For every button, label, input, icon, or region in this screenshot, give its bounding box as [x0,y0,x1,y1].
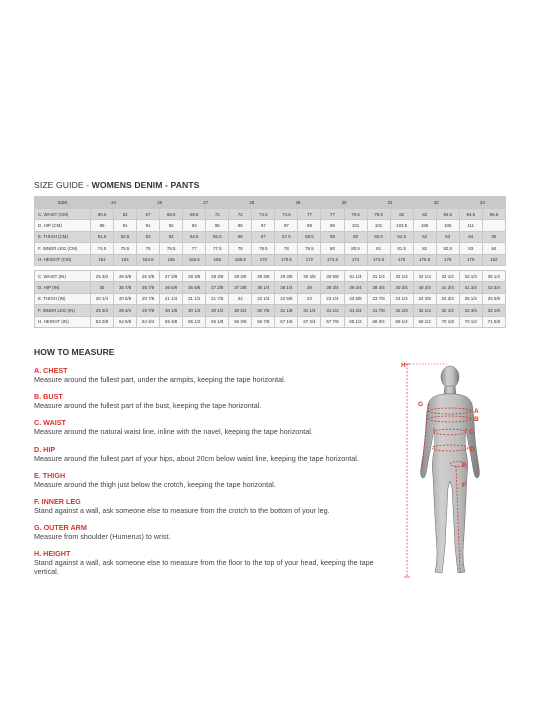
table-cell: 24 1/4 [390,293,413,304]
table-cell: 35 7/8 [114,282,137,293]
step-description: Stand against a wall, ask someone else to measure from the crotch to the bottom of your leg. [34,505,330,515]
table-cell: 97 [252,220,275,231]
table-cell: 39 3/4 [344,282,367,293]
table-cell: 29 3/8 [252,270,275,281]
table-cell: 36 5/8 [183,282,206,293]
table-cell: 84.5 [459,209,482,220]
table-cell: 68 1/2 [344,316,367,327]
table-cell: 64 [459,231,482,242]
table-cell: 170 [252,254,275,265]
table-cell: 43 3/4 [482,282,505,293]
table-cell: 28 3/8 [183,270,206,281]
table-cell: 39 [298,282,321,293]
table-cell: 31 7/8 [367,305,390,316]
size-header-label: SIZE [35,197,91,209]
table-cell: 67 [137,209,160,220]
table-cell: 67 3/4 [298,316,321,327]
table-cell: 66 7/8 [252,316,275,327]
table-cell: 82.5 [436,243,459,254]
table-cell: 56 [229,231,252,242]
table-cell: 66 1/8 [206,316,229,327]
table-cell: 20 5/8 [114,293,137,304]
table-cell: 74.5 [275,209,298,220]
table-cell: 81 [367,243,390,254]
table-row [35,209,506,220]
body-silhouette [421,366,480,573]
row-label: H. HEIGHT (CM) [35,254,91,265]
row-label: F. INNER LEG (CM) [35,243,91,254]
measure-step [34,549,394,576]
page-title [34,180,199,190]
table-row [35,305,506,316]
table-cell: 60.5 [91,209,114,220]
table-cell: 67 1/8 [275,316,298,327]
table-cell: 23 [298,293,321,304]
table-cell: 176.5 [413,254,436,265]
table-cell: 32 1/4 [413,305,436,316]
table-cell: 69.5 [183,209,206,220]
size-header-cell: 27 [183,197,229,209]
step-title: H. HEIGHT [34,549,71,559]
label-d: D [470,446,475,453]
step-description: Measure from shoulder (Humerus) to wrist. [34,532,171,542]
size-table-body [35,209,506,328]
table-cell: 106 [436,220,459,231]
label-f: F [462,482,466,489]
table-cell: 82 [413,243,436,254]
table-row [35,220,506,231]
table-cell: 61.5 [390,231,413,242]
step-title: A. CHEST [34,366,68,375]
how-to-measure-title: HOW TO MEASURE [34,347,115,357]
table-cell: 81.5 [390,243,413,254]
step-description: Stand against a wall, ask someone else to measure from the floor to the top of your head, keeping the tape vertical. [34,558,374,577]
measure-step [34,418,394,436]
table-cell: 79.5 [367,209,390,220]
table-cell: 77 [183,243,206,254]
table-cell: 78 [275,243,298,254]
table-cell: 31 3/4 [344,305,367,316]
table-cell: 89 [91,220,114,231]
table-cell: 38 1/4 [252,282,275,293]
table-cell: 176 [390,254,413,265]
table-cell: 74.5 [252,209,275,220]
table-row [35,231,506,242]
table-cell: 59 [321,231,344,242]
table-cell: 65 3/8 [160,316,183,327]
table-cell: 54.5 [183,231,206,242]
table-cell: 29 3/8 [229,270,252,281]
table-cell: 30 7/8 [252,305,275,316]
table-cell: 66 3/8 [229,316,252,327]
table-cell: 72 [206,209,229,220]
measure-step [34,392,394,410]
table-cell: 99 [321,220,344,231]
label-h: H [401,362,406,369]
table-cell: 37 3/8 [229,282,252,293]
table-cell: 166 [160,254,183,265]
table-cell: 40 3/4 [390,282,413,293]
size-header-cell: 34 [459,197,505,209]
table-cell: 21 7/8 [206,293,229,304]
table-cell: 70 1/8 [436,316,459,327]
step-description: Measure around the thigh just below the crotch, keeping the tape horizontal. [34,479,276,489]
table-cell: 26 3/8 [137,270,160,281]
table-cell: 39 3/4 [321,282,344,293]
table-cell: 60.5 [367,231,390,242]
table-cell: 32 1/4 [390,270,413,281]
step-description: Measure around the fullest part of your hips, about 20cm below waist line, keeping the tape horizontal. [34,453,359,463]
row-label: H. HEIGHT (IN) [35,316,91,327]
table-cell: 103.5 [390,220,413,231]
measure-step [34,471,394,489]
table-cell: 20 1/4 [91,293,114,304]
table-cell: 30 3/8 [298,270,321,281]
table-cell: 63 [436,231,459,242]
row-label: F. INNER LEG (IN) [35,305,91,316]
table-cell: 69 1/2 [413,316,436,327]
table-cell: 25 5/8 [482,293,505,304]
table-cell: 21 1/2 [183,293,206,304]
table-cell: 24 3/8 [413,293,436,304]
table-cell: 29 3/4 [91,305,114,316]
table-cell: 29 3/4 [114,305,137,316]
table-cell: 82 [390,209,413,220]
table-cell: 84 [482,243,505,254]
step-title: G. OUTER ARM [34,523,87,533]
table-cell: 161 [91,254,114,265]
table-row [35,282,506,293]
measure-step [34,497,394,515]
table-cell: 25 3/4 [91,270,114,281]
table-cell: 178 [436,254,459,265]
table-cell: 82 [413,209,436,220]
table-cell: 78.5 [252,243,275,254]
table-cell: 31 1/2 [321,305,344,316]
table-cell: 21 1/4 [160,293,183,304]
table-cell: 29 3/8 [275,270,298,281]
table-cell: 41 3/4 [459,282,482,293]
table-cell: 91 [137,220,160,231]
table-cell: 25 5/8 [114,270,137,281]
title-prefix: SIZE GUIDE - [34,180,92,190]
body-figure [390,356,510,582]
table-cell: 76.5 [160,243,183,254]
step-title: B. BUST [34,392,63,402]
table-cell: 31 1/4 [367,270,390,281]
table-cell: 168 [206,254,229,265]
table-cell: 164.5 [137,254,160,265]
table-cell: 27 3/8 [160,270,183,281]
table-row [35,293,506,304]
table-cell: 23 5/8 [344,293,367,304]
table-cell: 28 3/8 [206,270,229,281]
table-cell: 38 1/4 [275,282,298,293]
table-cell: 172 [298,254,321,265]
table-cell: 36 5/8 [160,282,183,293]
table-cell: 68.5 [160,209,183,220]
table-cell: 84.5 [436,209,459,220]
table-row [35,270,506,281]
table-cell: 65 [482,231,505,242]
step-description: Measure around the natural waist line, inline with the navel, keeping the tape horizontal. [34,427,313,437]
table-cell: 57 [252,231,275,242]
step-title: F. INNER LEG [34,496,81,506]
label-e: E [462,462,467,469]
table-cell: 35 7/8 [137,282,160,293]
table-cell: 77 [298,209,321,220]
step-title: C. WAIST [34,418,66,428]
table-cell: 54 [160,231,183,242]
size-header-cell: 28 [229,197,275,209]
row-label: E. THIGH (CM) [35,231,91,242]
table-cell: 22 [229,293,252,304]
title-main: WOMENS DENIM - PANTS [91,180,200,190]
table-cell: 168.5 [229,254,252,265]
table-cell: 33 1/8 [482,305,505,316]
measure-step [34,445,394,463]
row-label: C. WAIST (CM) [35,209,91,220]
table-cell: 166.5 [183,254,206,265]
table-cell: 95 [206,220,229,231]
table-row [35,243,506,254]
table-cell: 39 3/4 [367,282,390,293]
table-cell: 22 5/8 [275,293,298,304]
table-cell: 29 7/8 [137,305,160,316]
table-cell: 32 1/4 [413,270,436,281]
table-cell: 79.5 [344,209,367,220]
table-cell: 35 1/4 [482,270,505,281]
table-cell: 35 [91,282,114,293]
step-title: D. HIP [34,444,56,454]
row-label: E. THIGH (IN) [35,293,91,304]
size-header-cell: 29 [275,197,321,209]
table-cell: 32 3/4 [459,305,482,316]
step-description: Measure around the fullest part of the bust, keeping the tape horizontal. [34,401,262,411]
table-cell: 77.5 [206,243,229,254]
table-cell: 64 5/8 [114,316,137,327]
table-cell: 64 3/4 [137,316,160,327]
table-cell: 23 1/4 [321,293,344,304]
table-cell [482,220,505,231]
table-cell: 25 1/4 [459,293,482,304]
table-cell: 55.5 [206,231,229,242]
table-cell: 74.5 [91,243,114,254]
table-cell: 62 [114,209,137,220]
table-cell: 60 [344,231,367,242]
table-cell: 30 5/8 [321,270,344,281]
table-cell: 30 1/2 [206,305,229,316]
table-cell: 182 [482,254,505,265]
table-cell: 164 [114,254,137,265]
table-row [35,254,506,265]
table-cell: 174 [344,254,367,265]
table-cell: 170.5 [275,254,298,265]
measure-step [34,366,394,384]
table-cell: 65 1/2 [183,316,206,327]
row-label: D. HIP (IN) [35,282,91,293]
table-cell: 53 [137,231,160,242]
row-label: D. HIP (CM) [35,220,91,231]
table-cell: 77 [321,209,344,220]
table-cell: 30 1/4 [183,305,206,316]
size-table [34,196,506,328]
measure-step [34,523,394,541]
table-cell: 31 1/4 [344,270,367,281]
table-cell: 30 1/8 [160,305,183,316]
table-cell: 83 [459,243,482,254]
table-cell: 72 [229,209,252,220]
label-c: C [469,429,474,436]
table-cell: 32 1/2 [436,305,459,316]
table-cell: 78 [229,243,252,254]
table-cell: 33 1/4 [436,270,459,281]
size-header-cell: 30 [321,197,367,209]
table-cell: 70 1/2 [459,316,482,327]
table-cell: 76 [137,243,160,254]
table-cell: 75.5 [114,243,137,254]
table-cell: 98 [298,220,321,231]
table-cell: 68 3/4 [367,316,390,327]
table-cell: 31 1/8 [275,305,298,316]
table-cell: 86.5 [482,209,505,220]
table-cell: 52.5 [114,231,137,242]
table-cell: 30 3/4 [229,305,252,316]
table-cell: 37 3/8 [206,282,229,293]
table-cell: 23 7/8 [367,293,390,304]
table-cell: 106 [413,220,436,231]
table-cell: 69 1/4 [390,316,413,327]
size-header-cell: 24 [91,197,137,209]
table-cell: 62 [413,231,436,242]
table-cell: 32 1/8 [390,305,413,316]
table-cell: 172.5 [321,254,344,265]
table-cell: 111 [459,220,482,231]
table-cell: 22 1/2 [252,293,275,304]
label-a: A [474,408,479,415]
table-cell: 58.5 [298,231,321,242]
step-description: Measure around the fullest part, under the armpits, keeping the tape horizontal. [34,375,286,384]
step-title: E. THIGH [34,470,66,480]
table-cell: 67 7/8 [321,316,344,327]
table-cell: 93 [183,220,206,231]
size-header-cell: 31 [367,197,413,209]
table-cell: 101 [367,220,390,231]
table-row [35,316,506,327]
table-cell: 51.5 [91,231,114,242]
table-cell: 24 3/4 [436,293,459,304]
table-cell: 80.5 [344,243,367,254]
size-header-cell: 26 [137,197,183,209]
table-cell: 79.5 [298,243,321,254]
table-cell: 80 [321,243,344,254]
label-g: G [418,401,424,408]
table-cell: 71 5/8 [482,316,505,327]
table-cell: 63 3/8 [91,316,114,327]
table-cell: 57.5 [275,231,298,242]
size-header-cell: 32 [413,197,459,209]
table-cell: 92 [160,220,183,231]
table-cell: 41 3/4 [436,282,459,293]
label-b: B [474,416,479,423]
table-cell: 179 [459,254,482,265]
table-cell: 40 3/4 [413,282,436,293]
table-cell: 97 [275,220,298,231]
table-cell: 33 1/4 [459,270,482,281]
table-cell: 20 7/8 [137,293,160,304]
row-label: C. WAIST (IN) [35,270,91,281]
table-cell: 91 [114,220,137,231]
table-cell: 174.5 [367,254,390,265]
table-cell: 95 [229,220,252,231]
table-cell: 101 [344,220,367,231]
size-header-row [35,197,506,209]
measure-steps [34,366,394,585]
table-cell: 31 1/4 [298,305,321,316]
